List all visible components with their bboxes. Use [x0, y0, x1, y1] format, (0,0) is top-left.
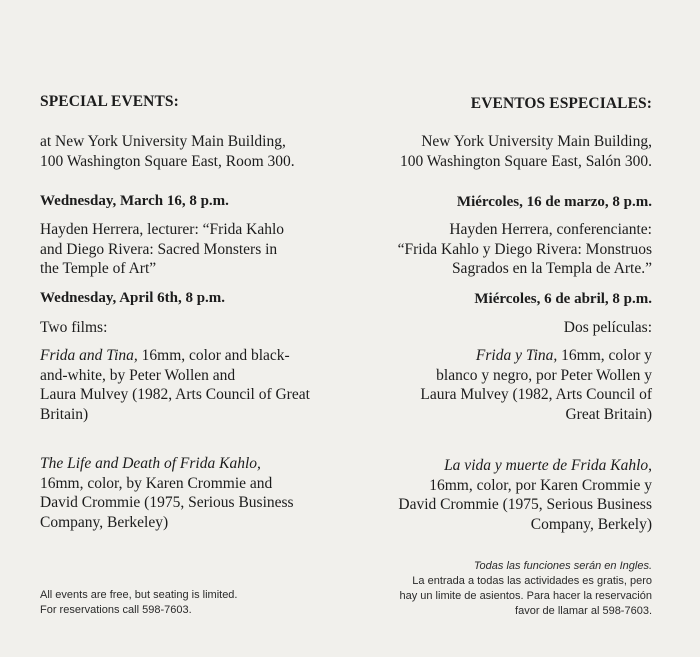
film1-title: Frida and Tina, [40, 347, 138, 364]
desc-line: Hayden Herrera, lecturer: “Frida Kahlo [40, 221, 285, 238]
film1-desc-line: Laura Mulvey (1982, Arts Council of [420, 386, 652, 403]
film2-desc-line: 16mm, color, by Karen Crommie and [40, 474, 273, 492]
film2-desc-line: Company, Berkely) [530, 515, 652, 533]
english-event1-desc [40, 220, 340, 279]
film1-desc-line: Britain) [40, 405, 89, 423]
film1-title: Frida y Tina, [475, 347, 558, 364]
desc-line: Hayden Herrera, conferenciante: [449, 221, 652, 238]
english-footer [40, 588, 237, 618]
english-event2-date: Wednesday, April 6th, 8 p.m. [40, 290, 226, 306]
film2-title: The Life and Death of Frida Kahlo, [40, 455, 261, 472]
spanish-footer [399, 559, 652, 619]
footer-note: Todas las funciones serán en Ingles. [473, 560, 652, 572]
footer-line: La entrada a todas las actividades es gratis, pero [412, 575, 652, 587]
film2-desc-line: , [648, 457, 652, 474]
film2-desc-line: David Crommie (1975, Serious Business [398, 496, 652, 513]
spanish-heading: EVENTOS ESPECIALES: [470, 95, 652, 112]
english-venue [40, 132, 340, 171]
film1-desc-line: 16mm, color y [557, 347, 652, 364]
venue-line: New York University Main Building, [421, 133, 652, 150]
spanish-film2 [352, 456, 652, 534]
desc-line: the Temple of Art” [40, 260, 157, 277]
footer-line: All events are free, but seating is limited. [40, 589, 238, 601]
film1-desc-line: 16mm, color and black- [137, 347, 290, 364]
film1-desc-line: Laura Mulvey (1982, Arts Council of Great [40, 386, 310, 403]
spanish-venue [352, 132, 652, 171]
venue-line: 100 Washington Square East, Room 300. [40, 152, 295, 170]
english-film1 [40, 346, 340, 424]
venue-line: at New York University Main Building, [40, 133, 286, 150]
desc-line: and Diego Rivera: Sacred Monsters in [40, 240, 278, 258]
english-event2-intro: Two films: [40, 319, 108, 336]
film2-title: La vida y muerte de Frida Kahlo [444, 457, 649, 474]
english-event1-date: Wednesday, March 16, 8 p.m. [40, 193, 229, 209]
footer-line: hay un limite de asientos. Para hacer la reservación [399, 590, 652, 602]
footer-line: For reservations call 598-7603. [40, 604, 192, 616]
film2-desc-line: Company, Berkeley) [40, 513, 169, 531]
film1-desc-line: blanco y negro, por Peter Wollen y [436, 366, 652, 384]
spanish-film1 [352, 346, 652, 424]
english-film2 [40, 454, 340, 532]
spanish-event2-date: Miércoles, 6 de abril, 8 p.m. [474, 291, 652, 307]
english-heading: SPECIAL EVENTS: [40, 93, 179, 110]
film2-desc-line: David Crommie (1975, Serious Business [40, 494, 294, 511]
spanish-event1-date: Miércoles, 16 de marzo, 8 p.m. [456, 194, 652, 210]
spanish-event1-desc [352, 220, 652, 279]
venue-line: 100 Washington Square East, Salón 300. [399, 152, 652, 170]
footer-line: favor de llamar al 598-7603. [515, 605, 652, 617]
film1-desc-line: and-white, by Peter Wollen and [40, 366, 236, 384]
desc-line: Sagrados en la Templa de Arte.” [451, 260, 652, 277]
desc-line: “Frida Kahlo y Diego Rivera: Monstruos [397, 240, 652, 258]
spanish-event2-intro: Dos películas: [563, 319, 652, 336]
film2-desc-line: 16mm, color, por Karen Crommie y [429, 476, 652, 494]
film1-desc-line: Great Britain) [565, 405, 652, 423]
